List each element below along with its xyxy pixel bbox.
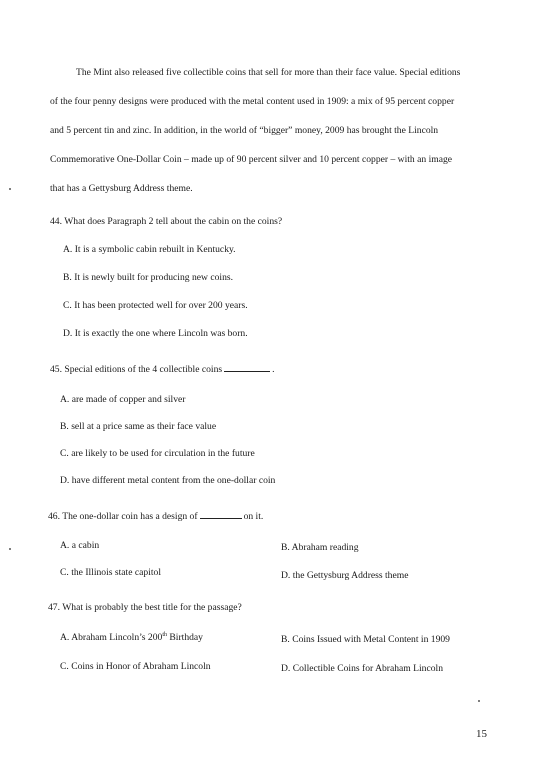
option-46-c: C. the Illinois state capitol [60,567,161,578]
option-46-d: D. the Gettysburg Address theme [281,570,409,581]
option-47-a [60,632,203,643]
option-45-c: C. are likely to be used for circulation in the future [60,448,255,459]
option-47-a-text: A. Abraham Lincoln’s 200 [60,632,163,644]
scan-speck [478,700,480,702]
question-45-end: . [272,364,275,375]
scan-speck [9,188,11,190]
option-44-b: B. It is newly built for producing new coins. [63,272,233,283]
option-44-c: C. It has been protected well for over 200 years. [63,300,248,311]
question-44: 44. What does Paragraph 2 tell about the cabin on the coins? [50,216,283,227]
question-46-end: on it. [243,511,264,522]
question-47: 47. What is probably the best title for the passage? [48,602,242,613]
option-47-b: B. Coins Issued with Metal Content in 1909 [281,634,450,645]
question-45-text: 45. Special editions of the 4 collectible coins [50,364,223,375]
question-45 [50,363,275,375]
paragraph-line: of the four penny designs were produced with the metal content used in 1909: a mix of 95 percent copper [50,96,455,107]
option-47-a-rest: Birthday [167,632,203,644]
ordinal-suffix: th [162,632,167,638]
option-46-b: B. Abraham reading [281,542,359,553]
paragraph-line: and 5 percent tin and zinc. In addition, in the world of “bigger” money, 2009 has brought the Lincoln [50,125,439,136]
paragraph-line: that has a Gettysburg Address theme. [50,183,193,194]
option-44-d: D. It is exactly the one where Lincoln was born. [63,328,248,339]
answer-blank [200,510,242,519]
answer-blank [224,363,270,372]
option-45-b: B. sell at a price same as their face value [60,421,217,432]
question-46 [48,510,263,522]
paragraph [50,58,520,203]
option-44-a: A. It is a symbolic cabin rebuilt in Kentucky. [63,244,236,255]
paragraph-line: Commemorative One-Dollar Coin – made up of 90 percent silver and 10 percent copper – with an image [50,154,453,165]
scan-speck [9,548,11,550]
option-45-d: D. have different metal content from the one-dollar coin [60,475,276,486]
option-45-a: A. are made of copper and silver [60,394,186,405]
option-46-a: A. a cabin [60,540,100,551]
page-number: 15 [476,728,487,740]
option-47-d: D. Collectible Coins for Abraham Lincoln [281,663,443,674]
option-47-c: C. Coins in Honor of Abraham Lincoln [60,661,211,672]
paragraph-line: The Mint also released five collectible coins that sell for more than their face value. Special editions [76,67,461,78]
question-46-text: 46. The one-dollar coin has a design of [48,511,198,522]
